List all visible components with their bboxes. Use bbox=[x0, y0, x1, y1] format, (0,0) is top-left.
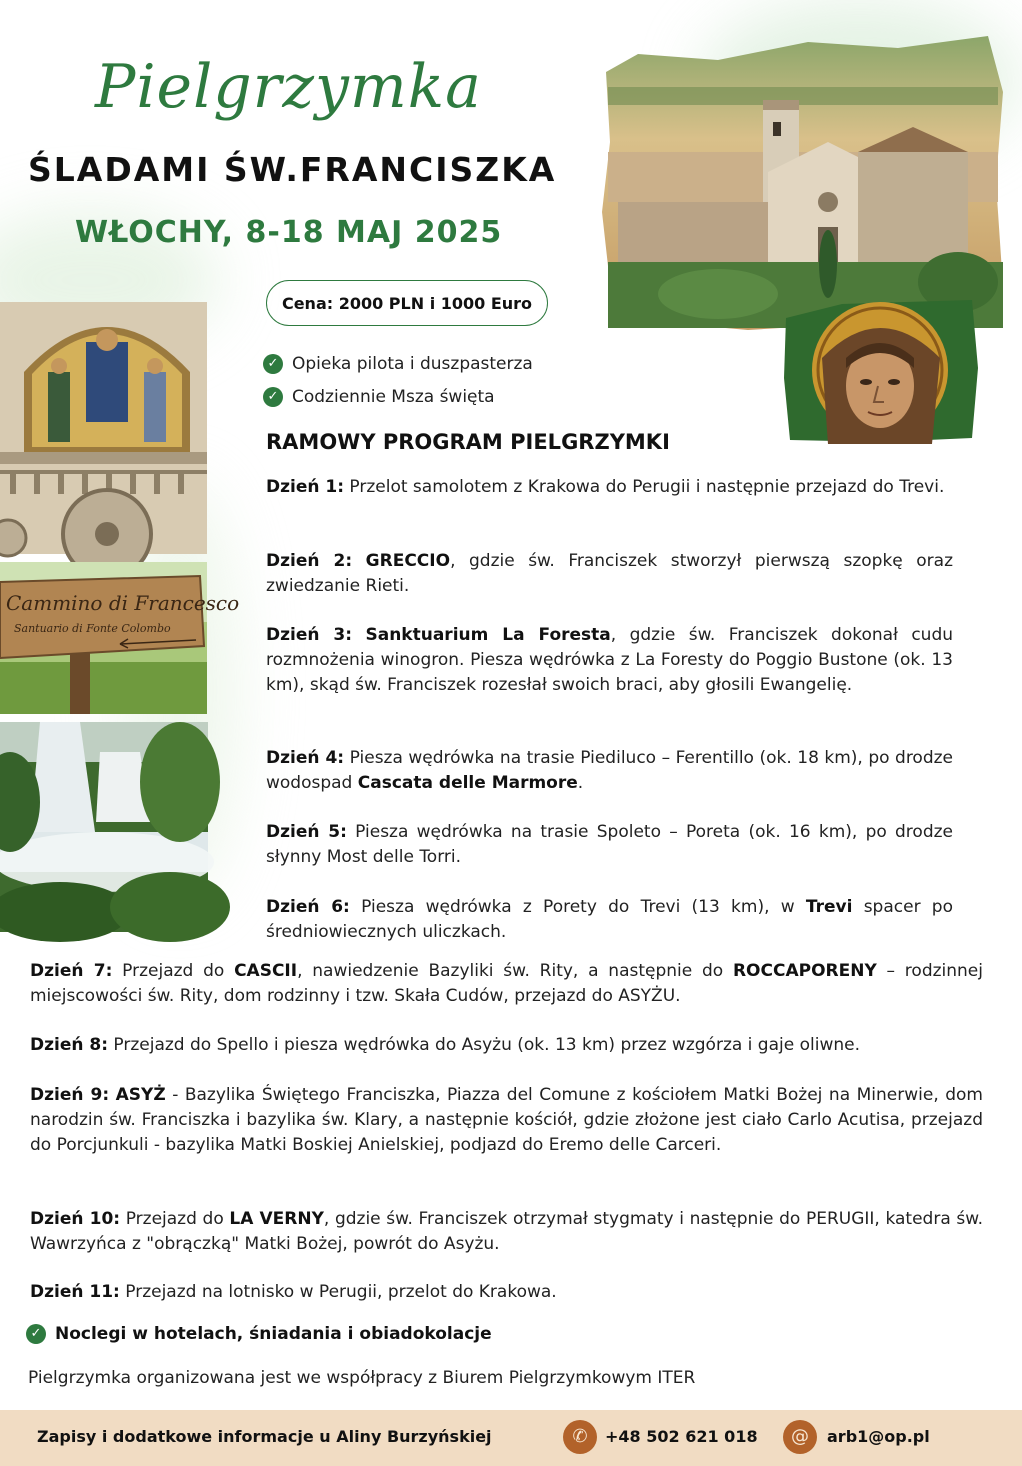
check-icon: ✓ bbox=[26, 1324, 46, 1344]
accommodation-text: Noclegi w hotelach, śniadania i obiadokolacje bbox=[55, 1324, 492, 1344]
day-entry-3: Dzień 3: Sanktuarium La Foresta, gdzie św. Franciszek dokonał cudu rozmnożenia winogron. Piesza wędrówka z La Foresty do Poggio Bustone (ok. 13 km), skąd św. Franciszek rozesłał swoich braci, aby głosili Ewangelię. bbox=[266, 625, 954, 695]
accommodation-note bbox=[26, 1324, 726, 1344]
day-entry-2: Dzień 2: GRECCIO, gdzie św. Franciszek stworzył pierwszą szopkę oraz zwiedzanie Rieti. bbox=[266, 551, 954, 596]
at-icon: @ bbox=[783, 1420, 817, 1454]
day-entry-9: Dzień 9: ASYŻ - Bazylika Świętego Franciszka, Piazza del Comune z kościołem Matki Bożej na Minerwie, dom narodzin św. Franciszka i bazylika św. Klary, a następnie kościół, gdzie złożone jest ciało Carlo Acutisa, przejazd do Porcjunkuli - bazylika Matki Boskiej Anielskiej, podjazd do Eremo delle Carceri. bbox=[30, 1085, 983, 1155]
feature-label: Codziennie Msza święta bbox=[292, 386, 495, 407]
script-title: Pielgrzymka bbox=[95, 52, 482, 122]
date-line: WŁOCHY, 8-18 MAJ 2025 bbox=[75, 215, 503, 250]
phone-icon: ✆ bbox=[563, 1420, 597, 1454]
wooden-trail-sign-photo bbox=[0, 562, 240, 714]
saint-francis-icon-image bbox=[782, 298, 982, 444]
price-badge: Cena: 2000 PLN i 1000 Euro bbox=[266, 280, 548, 326]
basilica-facade-photo bbox=[0, 302, 207, 554]
day-entry-10: Dzień 10: Przejazd do LA VERNY, gdzie św. Franciszek otrzymał stygmaty i następnie do PERUGII, katedra św. Wawrzyńca z "obrączką" Matki Bożej, powrót do Asyżu. bbox=[30, 1209, 983, 1254]
day-entry-4: Dzień 4: Piesza wędrówka na trasie Piediluco – Ferentillo (ok. 18 km), po drodze wodospad Cascata delle Marmore. bbox=[266, 748, 954, 793]
day-entry-5: Dzień 5: Piesza wędrówka na trasie Spoleto – Poreta (ok. 16 km), po drodze słynny Most delle Torri. bbox=[266, 822, 953, 867]
feature-item bbox=[263, 347, 593, 380]
sign-line-1: Cammino di Francesco bbox=[6, 591, 240, 615]
day-entry-7: Dzień 7: Przejazd do CASCII, nawiedzenie Bazyliki św. Rity, a następnie do ROCCAPORENY – rodzinnej miejscowości św. Rity, dom rodzinny i tzw. Skała Cudów, przejazd do ASYŻU. bbox=[30, 961, 983, 1006]
feature-item bbox=[263, 380, 593, 413]
day-entry-6: Dzień 6: Piesza wędrówka z Porety do Trevi (13 km), w Trevi spacer po średniowiecznych uliczkach. bbox=[266, 897, 953, 942]
day-entry-1: Dzień 1: Przelot samolotem z Krakowa do Perugii i następnie przejazd do Trevi. bbox=[266, 477, 945, 497]
program-heading: RAMOWY PROGRAM PIELGRZYMKI bbox=[266, 430, 670, 454]
day-entry-11: Dzień 11: Przejazd na lotnisko w Perugii, przelot do Krakowa. bbox=[30, 1282, 557, 1302]
check-icon: ✓ bbox=[263, 354, 283, 374]
phone-link[interactable]: +48 502 621 018 bbox=[605, 1427, 758, 1446]
contact-info-text: Zapisy i dodatkowe informacje u Aliny Burzyńskiej bbox=[37, 1427, 492, 1446]
waterfall-photo bbox=[0, 722, 208, 932]
email-link[interactable]: arb1@op.pl bbox=[827, 1427, 930, 1446]
feature-label: Opieka pilota i duszpasterza bbox=[292, 353, 533, 374]
main-title: ŚLADAMI ŚW.FRANCISZKA bbox=[28, 150, 557, 189]
sign-line-2: Santuario di Fonte Colombo bbox=[14, 622, 171, 635]
day-entry-8: Dzień 8: Przejazd do Spello i piesza wędrówka do Asyżu (ok. 13 km) przez wzgórza i gaje oliwne. bbox=[30, 1035, 860, 1055]
features-list bbox=[263, 347, 593, 413]
assisi-landscape-photo bbox=[598, 32, 1008, 332]
organizer-note: Pielgrzymka organizowana jest we współpracy z Biurem Pielgrzymkowym ITER bbox=[28, 1368, 696, 1388]
check-icon: ✓ bbox=[263, 387, 283, 407]
